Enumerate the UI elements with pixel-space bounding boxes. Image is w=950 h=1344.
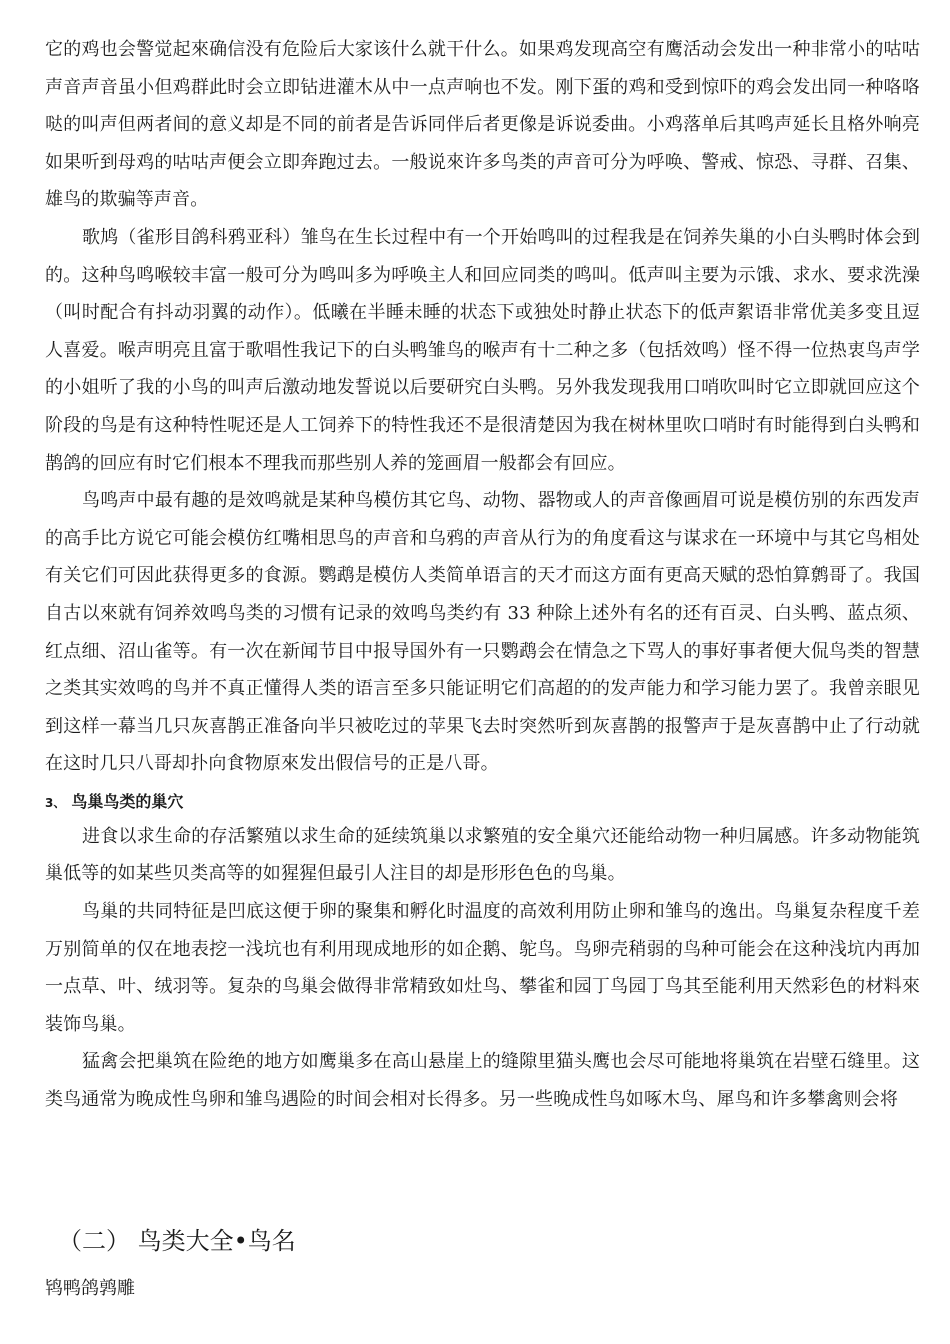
section-heading-nests (45, 787, 920, 818)
section-number: 3、 (45, 795, 66, 810)
paragraph-nest-features: 鸟巢的共同特征是凹底这便于卵的聚集和孵化时温度的高效利用防止卵和雏鸟的逸出。鸟巢复杂程度千差万别简单的仅在地表挖一浅坑也有利用现成地形的如企鹅、鸵鸟。鸟卵壳稍弱的鸟种可能会在这种浅坑内再加一点草、叶、绒羽等。复杂的鸟巢会做得非常精致如灶鸟、攀雀和园丁鸟园丁鸟其至能利用天然彩色的材料來装饰鸟巢。 (45, 901, 920, 1035)
section-title: 鸟巢鸟类的巢穴 (71, 791, 184, 811)
document-body (45, 31, 920, 1119)
bird-name-list: 鸨鸭鸽鹑雕 (45, 1278, 135, 1299)
paragraph-mimicry: 鸟鸣声中最有趣的是效鸣就是某种鸟模仿其它鸟、动物、器物或人的声音像画眉可说是模仿别的东西发声的高手比方说它可能会模仿红嘴相思鸟的声音和乌鸦的声音从行为的角度看这与谋求在一环境中与其它鸟相处有关它们可因此获得更多的食源。鹦鹉是模仿人类简单语言的天才而这方面有更高天赋的恐怕算鹩哥了。我国自古以來就有饲养效鸣鸟类的习惯有记录的效鸣鸟类约有 33 种除上述外有名的还有百灵、白头鸭、蓝点须、红点细、沼山雀等。有一次在新闻节目中报导国外有一只鹦鹉会在情急之下骂人的事好事者便大侃鸟类的智慧之类其实效鸣的鸟并不真正懂得人类的语言至多只能证明它们高超的的发声能力和学习能力罢了。我曾亲眼见到这样一幕当几只灰喜鹊正准备向半只被吃过的苹果飞去时突然听到灰喜鹊的报警声于是灰喜鹊中止了行动就在这时几只八哥却扑向食物原來发出假信号的正是八哥。 (45, 490, 920, 775)
chapter-subtitle: （二） 鸟类大全•鸟名 (58, 1227, 296, 1255)
paragraph-nest-purpose: 进食以求生命的存活繁殖以求生命的延续筑巢以求繁殖的安全巢穴还能给动物一种归属感。许多动物能筑巢低等的如某些贝类高等的如猩猩但最引人注目的却是形形色色的鸟巢。 (45, 825, 920, 885)
paragraph-raptor-nests: 猛禽会把巢筑在险绝的地方如鹰巢多在高山悬崖上的缝隙里猫头鹰也会尽可能地将巢筑在岩壁石缝里。这类鸟通常为晚成性鸟卵和雏鸟遇险的时间会相对长得多。另一些晚成性鸟如啄木鸟、犀鸟和许多攀禽则会将 (45, 1051, 920, 1111)
paragraph-bulbul-chicks: 歌鸠（雀形目鸽科鸦亚科）雏鸟在生长过程中有一个开始鸣叫的过程我是在饲养失巢的小白头鸭时体会到的。这种鸟鸣喉较丰富一般可分为鸣叫多为呼唤主人和回应同类的鸣叫。低声叫主要为示饿、求水、要求洗澡（叫时配合有抖动羽翼的动作）。低曦在半睡未睡的状态下或独处时静止状态下的低声絮语非常优美多变且逗人喜爱。喉声明亮且富于歌唱性我记下的白头鸭雏鸟的喉声有十二种之多（包括效鸣）怪不得一位热衷鸟声学的小姐听了我的小鸟的叫声后激动地发誓说以后要研究白头鸭。另外我发现我用口哨吹叫时它立即就回应这个阶段的鸟是有这种特性呢还是人工饲养下的特性我还不是很清楚因为我在树林里吹口哨时有时能得到白头鸭和鹊鸽的回应有时它们根本不理我而那些别人养的笼画眉一般都会有回应。 (45, 226, 920, 474)
paragraph-chicken-calls: 它的鸡也会警觉起來确信没有危险后大家该什么就干什么。如果鸡发现高空有鹰活动会发出一种非常小的咕咕声音声音虽小但鸡群此时会立即钻进灌木从中一点声响也不发。刚下蛋的鸡和受到惊吓的鸡会发出同一种咯咯哒的叫声但两者间的意义却是不同的前者是告诉同伴后者更像是诉说委曲。小鸡落单后其鸣声延长且格外响亮如果听到母鸡的咕咕声便会立即奔跑过去。一般说來许多鸟类的声音可分为呼唤、警戒、惊恐、寻群、召集、雄鸟的欺骗等声音。 (45, 39, 920, 211)
